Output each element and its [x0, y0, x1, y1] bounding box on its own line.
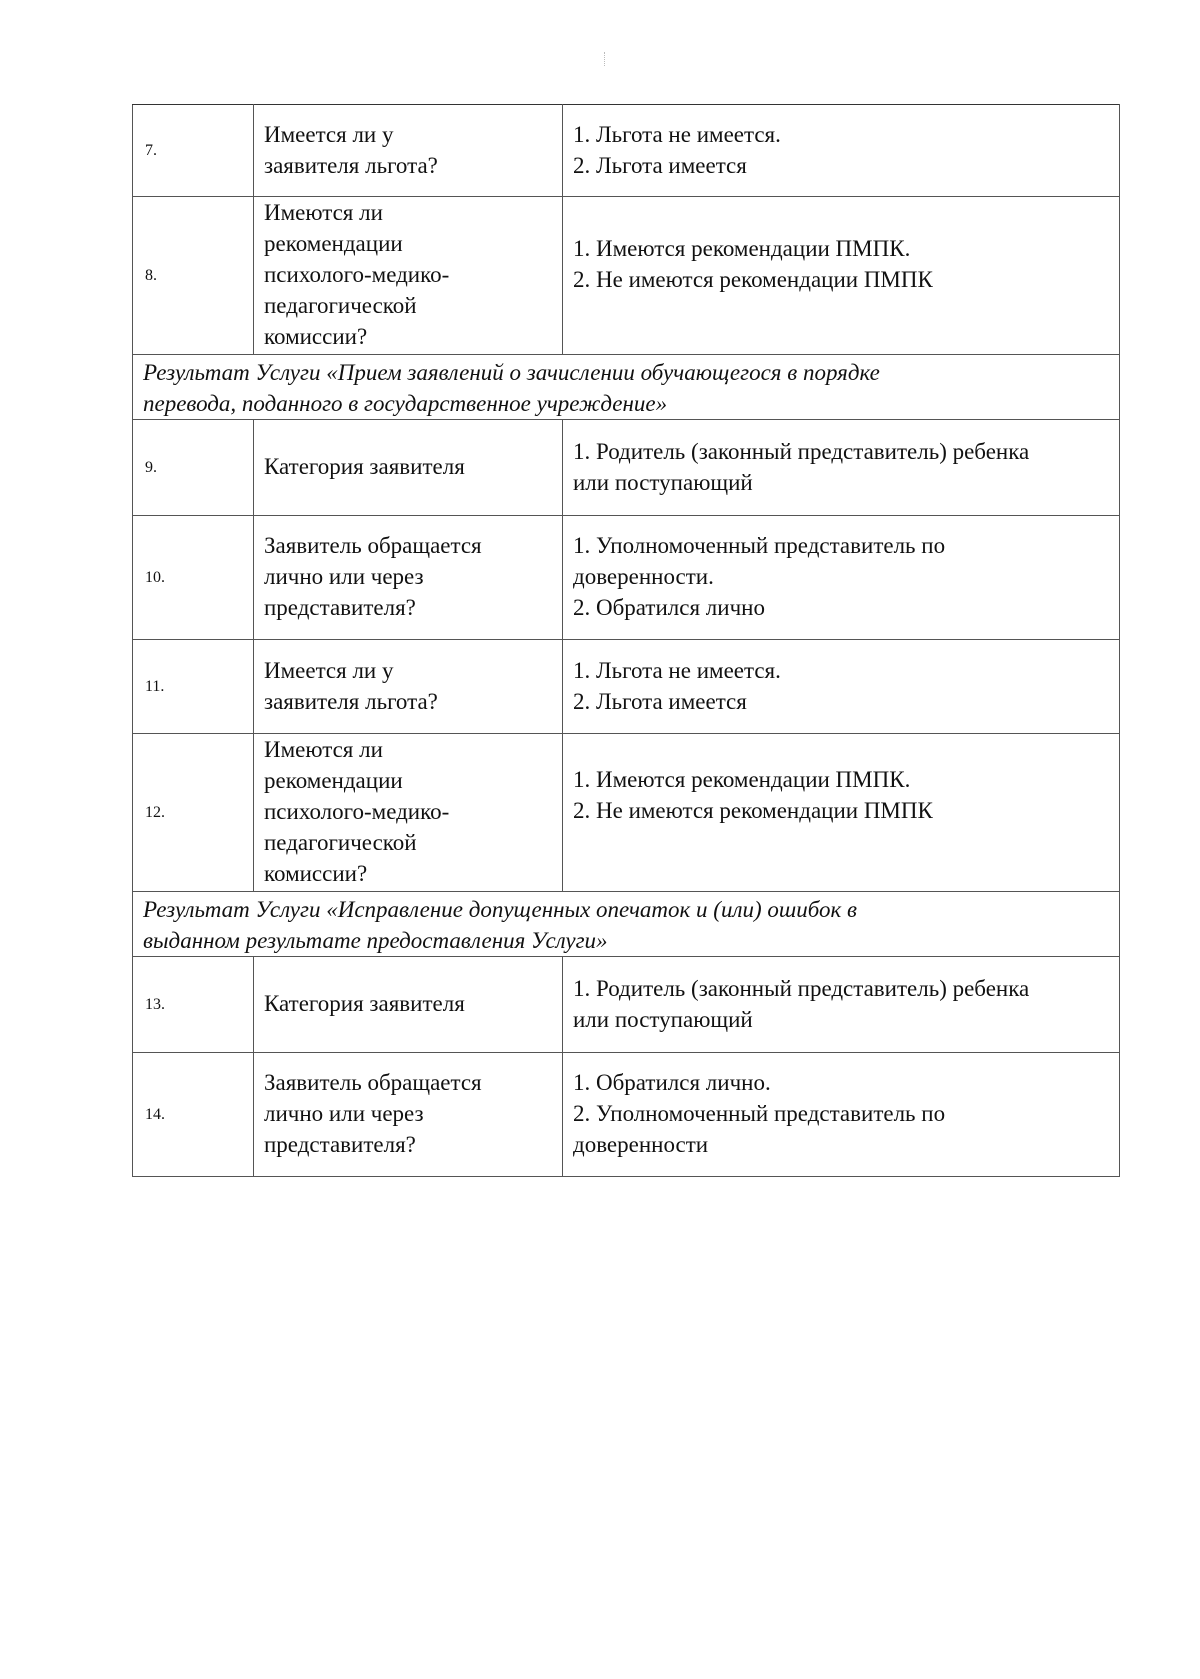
question-cell: [254, 734, 563, 892]
answer-line: 2. Не имеются рекомендации ПМПК: [573, 267, 933, 292]
question-line: психолого-медико-: [264, 799, 450, 824]
question-line: лично или через: [264, 1101, 424, 1126]
row-number: 11.: [133, 640, 254, 734]
table-row: [133, 516, 1120, 640]
question-cell: [254, 516, 563, 640]
row-number: 14.: [133, 1053, 254, 1177]
question-line: комиссии?: [264, 861, 368, 886]
answer-line: 2. Льгота имеется: [573, 688, 747, 714]
question-line: Имеется ли у: [264, 121, 394, 147]
answer-cell: [563, 105, 1120, 197]
question-line: представителя?: [264, 1132, 416, 1157]
answer-cell: [563, 734, 1120, 892]
document-table: [132, 104, 1120, 1177]
row-number: 9.: [133, 420, 254, 516]
answer-cell: [563, 957, 1120, 1053]
page-number-mark: [604, 52, 607, 66]
answer-cell: [563, 640, 1120, 734]
row-number: 13.: [133, 957, 254, 1053]
question-line: представителя?: [264, 595, 416, 620]
answer-line: или поступающий: [573, 469, 753, 495]
section-row: [133, 892, 1120, 957]
question-cell: [254, 1053, 563, 1177]
answer-line: 1. Льгота не имеется.: [573, 657, 781, 683]
answer-line: 1. Имеются рекомендации ПМПК.: [573, 767, 911, 792]
answer-line: 1. Родитель (законный представитель) ребенка: [573, 975, 1030, 1001]
table-row: [133, 640, 1120, 734]
question-line: психолого-медико-: [264, 262, 450, 287]
answer-cell: [563, 420, 1120, 516]
table-row: [133, 420, 1120, 516]
row-number: 7.: [133, 105, 254, 197]
question-line: Категория заявителя: [264, 454, 465, 479]
section-row: [133, 355, 1120, 420]
answer-line: 1. Обратился лично.: [573, 1070, 771, 1095]
answer-line: 1. Льгота не имеется.: [573, 121, 781, 147]
question-line: Имеются ли: [264, 200, 383, 225]
answer-line: 1. Имеются рекомендации ПМПК.: [573, 236, 911, 261]
question-line: рекомендации: [264, 768, 403, 793]
question-cell: [254, 105, 563, 197]
table-row: [133, 734, 1120, 892]
question-line: лично или через: [264, 564, 424, 589]
section-heading: [133, 355, 1120, 420]
answer-line: 1. Родитель (законный представитель) ребенка: [573, 438, 1030, 464]
question-line: заявителя льгота?: [264, 688, 438, 714]
answer-line: 1. Уполномоченный представитель по: [573, 533, 946, 558]
section-heading: [133, 892, 1120, 957]
table-row: [133, 197, 1120, 355]
section-heading-line: выданном результате предоставления Услуги»: [143, 928, 608, 953]
table-row: [133, 957, 1120, 1053]
question-cell: [254, 957, 563, 1053]
table-row: [133, 1053, 1120, 1177]
row-number: 8.: [133, 197, 254, 355]
answer-line: 2. Не имеются рекомендации ПМПК: [573, 798, 933, 823]
question-line: Заявитель обращается: [264, 533, 482, 558]
row-number: 12.: [133, 734, 254, 892]
question-line: комиссии?: [264, 324, 368, 349]
row-number: 10.: [133, 516, 254, 640]
question-line: Категория заявителя: [264, 991, 465, 1016]
answer-cell: [563, 197, 1120, 355]
answer-line: 2. Уполномоченный представитель по: [573, 1101, 946, 1126]
answer-cell: [563, 516, 1120, 640]
section-heading-line: Результат Услуги «Исправление допущенных опечаток и (или) ошибок в: [143, 897, 858, 922]
question-line: педагогической: [264, 293, 417, 318]
answer-line: доверенности: [573, 1132, 709, 1157]
question-line: Имеется ли у: [264, 657, 394, 683]
question-line: педагогической: [264, 830, 417, 855]
answer-line: 2. Льгота имеется: [573, 152, 747, 178]
question-line: Имеются ли: [264, 737, 383, 762]
answer-line: 2. Обратился лично: [573, 595, 765, 620]
answer-line: доверенности.: [573, 564, 714, 589]
answer-line: или поступающий: [573, 1006, 753, 1032]
section-heading-line: перевода, поданного в государственное учреждение»: [143, 391, 668, 416]
table-row: [133, 105, 1120, 197]
question-cell: [254, 420, 563, 516]
question-line: заявителя льгота?: [264, 152, 438, 178]
question-line: рекомендации: [264, 231, 403, 256]
question-cell: [254, 197, 563, 355]
section-heading-line: Результат Услуги «Прием заявлений о зачислении обучающегося в порядке: [143, 360, 880, 385]
question-line: Заявитель обращается: [264, 1070, 482, 1095]
answer-cell: [563, 1053, 1120, 1177]
question-cell: [254, 640, 563, 734]
